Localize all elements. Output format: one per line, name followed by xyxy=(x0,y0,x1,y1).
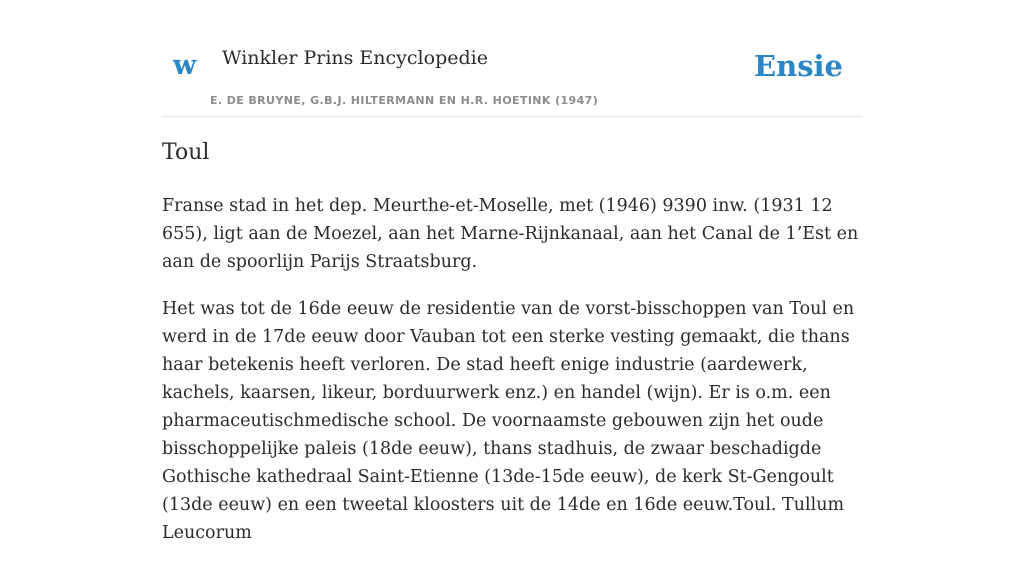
book-title[interactable]: Winkler Prins Encyclopedie xyxy=(222,47,488,69)
article-title: Toul xyxy=(162,140,210,165)
article-paragraph: Franse stad in het dep. Meurthe-et-Moselle, met (1946) 9390 inw. (1931 12 655), ligt aan de Moezel, aan het Marne-Rijnkanaal, aan het Canal de 1’Est en aan de spoorlijn Parijs Straatsburg. xyxy=(162,196,859,272)
article-body xyxy=(162,192,862,566)
header xyxy=(162,0,862,117)
ensie-logo-link[interactable]: Ensie xyxy=(754,49,843,83)
article-paragraph: Het was tot de 16de eeuw de residentie van de vorst-bisschoppen van Toul en werd in de 17de eeuw door Vauban tot een sterke vesting gemaakt, die thans haar betekenis heeft verloren. De stad heeft enige industrie (aardewerk, kachels, kaarsen, likeur, borduurwerk enz.) en handel (wijn). Er is o.m. een pharmaceutischmedische school. De voornaamste gebouwen zijn het oude bisschoppelijke paleis (18de eeuw), thans stadhuis, de zwaar beschadigde Gothische kathedraal Saint-Etienne (13de-15de eeuw), de kerk St-Gengoult (13de eeuw) en een tweetal kloosters uit de 14de en 16de eeuw.Toul. Tullum Leucorum xyxy=(162,299,855,543)
logo-w-icon[interactable]: w xyxy=(173,50,197,81)
page xyxy=(162,0,862,543)
book-authors: E. DE BRUYNE, G.B.J. HILTERMANN EN H.R. HOETINK (1947) xyxy=(210,94,599,107)
